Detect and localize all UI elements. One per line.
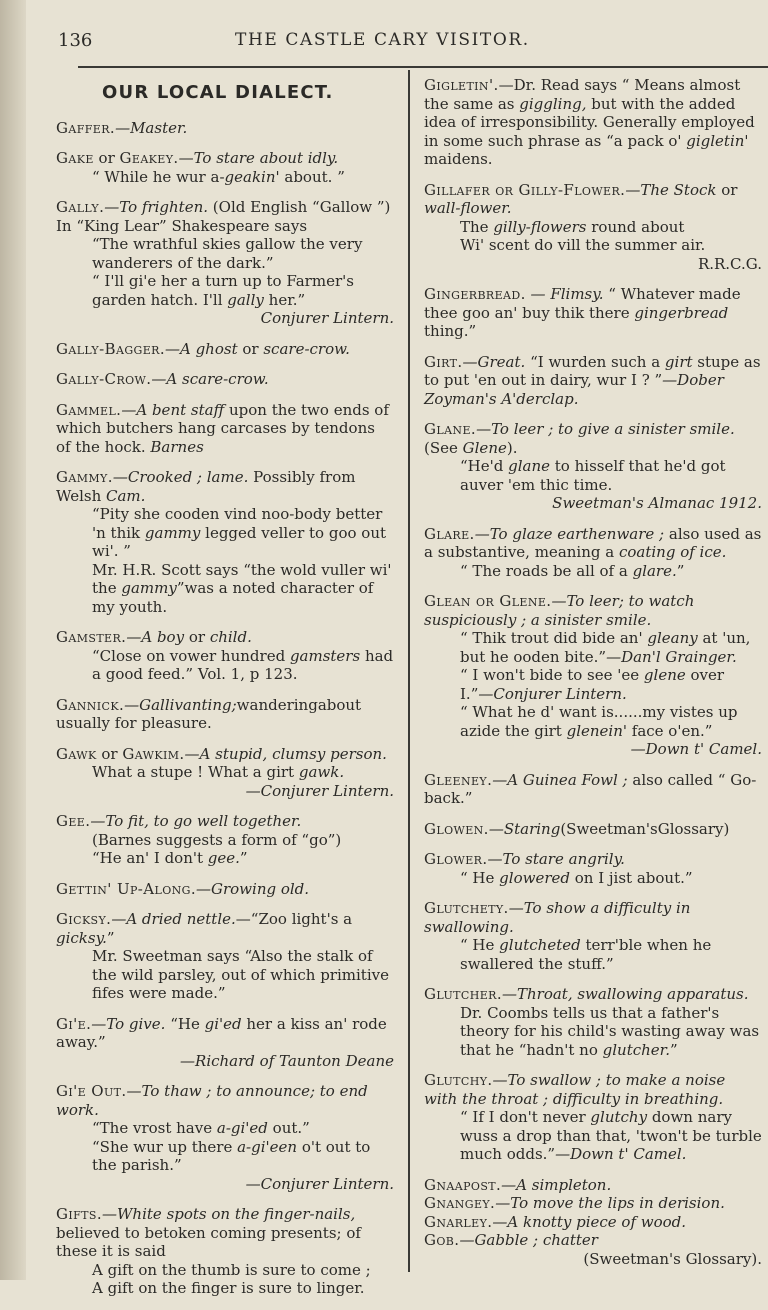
headword: Glowen. <box>424 819 489 838</box>
note: (Barnes suggests a form of “go”) <box>92 830 342 849</box>
headword: Gannick. <box>56 695 125 714</box>
headword: Gicksy. <box>56 910 112 928</box>
headword: Glower. <box>424 850 488 868</box>
quotation: “ What he d' want is......my vistes up azide the girt glenein' face o'en.” <box>460 703 738 740</box>
headword: Gleeney. <box>424 770 493 789</box>
headword: Glare. <box>424 524 475 543</box>
column-divider <box>408 70 410 1272</box>
headword: Gnaapost. <box>424 1175 502 1194</box>
headword: Gee. <box>56 812 91 830</box>
quotation: “ He glowered on I jist about.” <box>460 868 693 887</box>
entry-gannick: Gannick.—Gallivanting;wanderingabout usually for pleasure. <box>56 695 362 732</box>
headword: Gammel. <box>56 400 122 419</box>
headword: Gally-Bagger. <box>56 339 165 358</box>
entry-glutcher: Glutcher.—Throat, swallowing apparatus. Dr. Coombs tells us that a father's theory for his child's wasting away was that he “hadn't no glutcher.” <box>424 985 762 1059</box>
headword: Gammy. <box>56 468 113 486</box>
page-number: 136 <box>58 30 93 51</box>
section-heading: OUR LOCAL DIALECT. <box>102 82 334 103</box>
entry-gnaapost: Gnaapost.—A simpleton. <box>424 1175 612 1194</box>
entry-glean: Glean or Glene.—To leer; to watch suspiciously ; a sinister smile. “ Thik trout did bide an' gleany at 'un, but he ooden bite.”—Dan'l Grainger. “ I won't bide to see 'ee glene over I.”—Conjurer Lintern. “ What he d' want is......my vistes up azide the girt glenein' face o'en.” —Down t' Camel. <box>424 592 762 758</box>
definition: —To frighten. <box>104 198 209 216</box>
entry-gamster: Gamster.—A boy or child. “Close on vower hundred gamsters had a good feed.” Vol. 1, p 123. <box>56 628 394 683</box>
entry-gee: Gee.—To fit, to go well together. (Barnes suggests a form of “go”) “He an' I don't gee.” <box>56 812 394 868</box>
headword: Gettin' Up-Along. <box>56 879 196 898</box>
quotation: A gift on the thumb is sure to come ; <box>92 1260 371 1279</box>
headword: Gamster. <box>56 628 127 646</box>
entry-glutchety: Glutchety.—To show a difficulty in swallowing. “ He glutcheted terr'ble when he swallered the stuff.” <box>424 899 762 973</box>
page-edge <box>0 0 26 1280</box>
quotation: “ Thik trout did bide an' gleany at 'un, but he ooden bite.”—Dan'l Grainger. <box>460 629 751 666</box>
entry-gettin-up-along: Gettin' Up-Along.—Growing old. <box>56 879 310 898</box>
entry-glower: Glower.—To stare angrily. “ He glowered on I jist about.” <box>424 850 762 887</box>
headword: Gingerbread. <box>424 285 526 303</box>
entry-gaffer <box>56 119 394 138</box>
headword: Gi'e Out. <box>56 1082 127 1100</box>
headword: Gob. <box>424 1231 460 1249</box>
right-column <box>424 76 762 1268</box>
quotation: “The vrost have a-gi'ed out.” <box>92 1119 310 1137</box>
quotation: “ If I don't never glutchy down nary wuss a drop than that, 'twon't be turble much odds.”—Down t' Camel. <box>460 1108 762 1163</box>
quotation: Dr. Coombs tells us that a father's theory for his child's wasting away was that he “hadn't no glutcher.” <box>460 1003 760 1059</box>
headword: Girt. <box>424 352 463 371</box>
headword: Gake <box>56 149 94 167</box>
source: Conjurer Lintern. <box>260 309 394 327</box>
headword: Gally-Crow. <box>56 370 152 388</box>
left-column <box>56 80 394 1310</box>
headword: Gi'e. <box>56 1014 92 1033</box>
quotation: “The wrathful skies gallow the very wanderers of the dark.” <box>92 235 363 272</box>
headword: Glutchy. <box>424 1071 493 1089</box>
quotation: “She wur up there a-gi'een o't out to the parish.” <box>92 1137 371 1174</box>
headword: Gigletin'. <box>424 76 499 94</box>
definition: —To stare about idly. <box>178 149 339 167</box>
entry-gammy: Gammy.—Crooked ; lame. Possibly from Welsh Cam. “Pity she cooden vind noo-body better 'n thik gammy legged veller to goo out wi'. ” Mr. H.R. Scott says “the wold vuller wi' the gammy”was a noted character of my youth. <box>56 468 394 616</box>
source: —Down t' Camel. <box>630 740 762 758</box>
headword-alt: Gawkim. <box>122 744 185 763</box>
quotation: “ I'll gi'e her a turn up to Farmer's garden hatch. I'll gally her.” <box>92 272 354 309</box>
entry-girt: Girt.—Great. “I wurden such a girt stupe as to put 'en out in dairy, wur I ? ”—Dober Zoyman's A'derclap. <box>424 352 761 408</box>
entry-glutchy: Glutchy.—To swallow ; to make a noise with the throat ; difficulty in breathing. “ If I don't never glutchy down nary wuss a drop than that, 'twon't be turble much odds.”—Down t' Camel. <box>424 1071 762 1163</box>
entry-gigletin: Gigletin'.—Dr. Read says “ Means almost the same as giggling, but with the added idea of irresponsibility. Generally employed in some such phrase as “a pack o' gigletin' maidens. <box>424 76 755 168</box>
entry-gnangey: Gnangey.—To move the lips in derision. <box>424 1194 725 1212</box>
source: —Richard of Taunton Deane <box>180 1051 394 1070</box>
definition: —Master. <box>115 118 188 137</box>
entry-gillafer: Gillafer or Gilly-Flower.—The Stock or wall-flower. The gilly-flowers round about Wi' scent do vill the summer air. R.R.C.G. <box>424 180 762 273</box>
entry-gicksy: Gicksy.—A dried nettle.—“Zoo light's a gicksy.” Mr. Sweetman says “Also the stalk of the wild parsley, out of which primitive fifes were made.” <box>56 910 394 1003</box>
entry-gawk: Gawk or Gawkim.—A stupid, clumsy person. What a stupe ! What a girt gawk. —Conjurer Lintern. <box>56 744 394 800</box>
quotation: The gilly-flowers round about <box>460 217 685 236</box>
entry-gake: Gake or Geakey.—To stare about idly. “ While he wur a-geakin' about. ” <box>56 149 394 186</box>
top-rule <box>78 66 768 68</box>
headword: Glutchety. <box>424 899 509 917</box>
quotation: “ I won't bide to see 'ee glene over I.”—Conjurer Lintern. <box>460 666 725 703</box>
entry-gie-out: Gi'e Out.—To thaw ; to announce; to end work. “The vrost have a-gi'ed out.” “She wur up there a-gi'een o't out to the parish.” —Conjurer Lintern. <box>56 1082 394 1193</box>
entry-gingerbread: Gingerbread. — Flimsy. “ Whatever made thee goo an' buy thik there gingerbread thing.” <box>424 285 741 340</box>
headword: Glean or Glene. <box>424 592 552 610</box>
entry-gifts: Gifts.—White spots on the finger-nails, believed to betoken coming presents; of these it is said A gift on the thumb is sure to come ; A gift on the finger is sure to linger. <box>56 1205 394 1298</box>
quotation: “He an' I don't gee.” <box>92 849 248 867</box>
headword: Gillafer or Gilly-Flower. <box>424 180 626 199</box>
quotation: Mr. Sweetman says “Also the stalk of the wild parsley, out of which primitive fifes were made.” <box>92 947 389 1002</box>
quotation: “ While he wur a-geakin' about. ” <box>92 167 345 186</box>
source: Barnes <box>150 437 204 456</box>
entry-glowen: Glowen.—Staring(Sweetman'sGlossary) <box>424 819 730 838</box>
quotation: A gift on the finger is sure to linger. <box>92 1279 365 1297</box>
source: Sweetman's Almanac 1912. <box>552 494 762 512</box>
quotation: “He'd glane to hisself that he'd got auver 'em thic time. <box>460 457 726 494</box>
quotation: “Pity she cooden vind noo-body better 'n thik gammy legged veller to goo out wi'. ” <box>92 505 387 560</box>
source: R.R.C.G. <box>697 254 762 273</box>
entry-gally: Gally.—To frighten. (Old English “Gallow ”) In “King Lear” Shakespeare says “The wrathful skies gallow the very wanderers of the dark.” “ I'll gi'e her a turn up to Farmer's garden hatch. I'll gally her.” Conjurer Lintern. <box>56 198 394 327</box>
entry-gleeney: Gleeney.—A Guinea Fowl ; also called “ Go-back.” <box>424 770 757 807</box>
headword: Gnangey. <box>424 1194 496 1212</box>
entry-gally-bagger: Gally-Bagger.—A ghost or scare-crow. <box>56 339 350 358</box>
headword: Gawk <box>56 744 97 763</box>
headword: Gifts. <box>56 1205 103 1223</box>
source: —Conjurer Lintern. <box>245 781 394 800</box>
quotation: Mr. H.R. Scott says “the wold vuller wi' the gammy”was a noted character of my youth. <box>92 560 392 616</box>
source: (Sweetman's Glossary). <box>583 1249 762 1268</box>
headword: Gnarley. <box>424 1212 493 1231</box>
source: —Dober Zoyman's A'derclap. <box>424 371 724 408</box>
headword: Gally. <box>56 198 105 216</box>
entry-glane: Glane.—To leer ; to give a sinister smile. (See Glene). “He'd glane to hisself that he'd got auver 'em thic time. Sweetman's Almanac 1912. <box>424 420 762 512</box>
entry-gammel: Gammel.—A bent staff upon the two ends of which butchers hang carcases by tendons of the hock. Barnes <box>56 400 389 456</box>
quotation: What a stupe ! What a girt gawk. <box>92 763 345 781</box>
running-head: THE CASTLE CARY VISITOR. <box>235 30 530 50</box>
quotation: “ The roads be all of a glare.” <box>460 561 685 580</box>
headword: Glane. <box>424 420 477 438</box>
quotation: “Close on vower hundred gamsters had a good feed.” Vol. 1, p 123. <box>92 646 394 683</box>
quotation: “ He glutcheted terr'ble when he swallered the stuff.” <box>460 936 712 973</box>
source: —Conjurer Lintern. <box>245 1174 394 1193</box>
entry-gally-crow: Gally-Crow.—A scare-crow. <box>56 370 269 388</box>
headword: Glutcher. <box>424 985 502 1003</box>
entry-glare: Glare.—To glaze earthenware ; also used as a substantive, meaning a coating of ice. “ The roads be all of a glare.” <box>424 524 762 580</box>
entry-gob: Gob.—Gabble ; chatter (Sweetman's Glossary). <box>424 1231 762 1268</box>
quotation: Wi' scent do vill the summer air. <box>460 236 706 254</box>
headword: Gaffer. <box>56 118 116 137</box>
entry-gnarley: Gnarley.—A knotty piece of wood. <box>424 1212 687 1231</box>
headword-alt: Geakey. <box>119 149 179 167</box>
entry-gie: Gi'e.—To give. “He gi'ed her a kiss an' rode away.” —Richard of Taunton Deane <box>56 1014 394 1070</box>
